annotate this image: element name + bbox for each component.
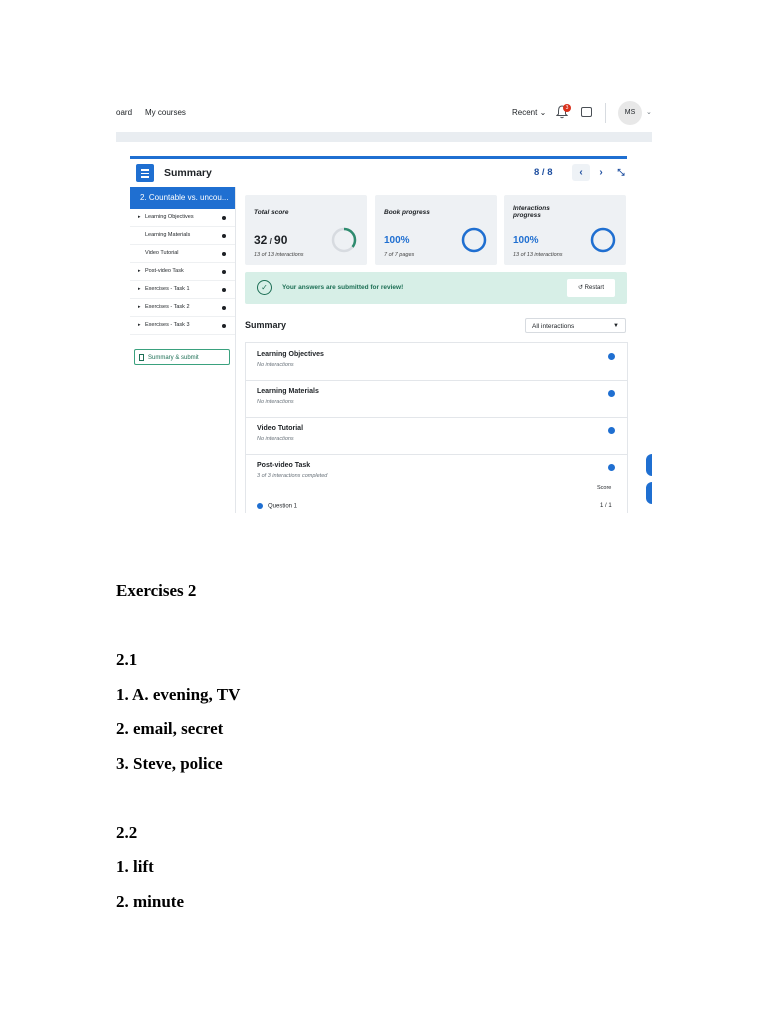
card-subtext: 13 of 13 interactions [513,252,563,258]
answer-line: 1. A. evening, TV [116,685,241,704]
card-label: Book progress [384,209,430,216]
chapter-title[interactable]: 2. Countable vs. uncou... [130,187,235,209]
sidebar-item[interactable] [130,245,235,263]
summary-row[interactable] [246,417,627,455]
question-row[interactable] [257,503,297,510]
top-navbar [116,96,652,130]
card-label: Total score [254,209,289,216]
answer-line: 2. minute [116,892,184,911]
status-dot [608,353,615,360]
book-progress-value: 100% [384,235,410,246]
status-dot [222,234,226,238]
summary-row[interactable] [246,343,627,381]
summary-row-subtitle: No interactions [257,399,294,405]
summary-row-subtitle: No interactions [257,436,294,442]
chevron-down-icon: ⌄ [539,108,547,117]
sidebar-item[interactable] [130,317,235,335]
recent-label: Recent [512,108,538,117]
status-dot [222,288,226,292]
fullscreen-button[interactable]: ⤡ [612,164,630,181]
book-progress-card [375,195,497,265]
menu-icon[interactable] [136,164,154,182]
caret-right-icon[interactable]: ▸ [138,304,141,310]
nav-link-my-courses[interactable]: My courses [145,108,186,117]
interactions-progress-card [504,195,626,265]
check-circle-icon: ✓ [257,280,272,295]
alert-message: Your answers are submitted for review! [282,284,404,291]
answer-line: 1. lift [116,857,154,876]
caret-right-icon[interactable]: ▸ [138,268,141,274]
status-dot [222,324,226,328]
sidebar-item[interactable] [130,209,235,227]
sidebar-item-label: Exercises - Task 2 [145,304,190,310]
summary-row-title: Video Tutorial [257,425,304,432]
chevron-down-icon[interactable]: ⌄ [646,109,652,116]
status-dot [608,464,615,471]
chapter-sidebar [130,187,236,513]
message-icon[interactable] [581,107,592,117]
recent-menu[interactable] [512,108,546,117]
summary-submit-button[interactable] [134,349,230,365]
document-icon [139,354,144,361]
answer-line: 2. email, secret [116,719,224,738]
score-total: 90 [274,233,288,247]
score-ring [331,227,357,253]
interactions-progress-value: 100% [513,235,539,246]
sidebar-item-label: Exercises - Task 3 [145,322,190,328]
section-2-1-heading: 2.1 [116,650,138,669]
book-header [130,159,627,187]
question-label: Question 1 [268,503,298,510]
summary-row-subtitle: 3 of 3 interactions completed [257,473,328,479]
sidebar-item-label: Learning Objectives [145,214,194,220]
notification-badge: 3 [563,104,571,112]
avatar[interactable]: MS [618,101,642,125]
restart-button[interactable] [567,279,615,297]
caret-down-icon: ▼ [613,323,619,329]
page-title: Summary [164,167,212,179]
summary-main [245,187,627,513]
sidebar-item[interactable] [130,281,235,299]
book-progress-ring [461,227,487,253]
summary-submit-label: Summary & submit [148,355,199,361]
restart-label: Restart [584,285,605,291]
status-dot [222,216,226,220]
floating-action-button[interactable] [646,454,652,476]
restart-icon: ↺ [577,285,583,291]
status-dot [257,503,263,509]
summary-row-title: Learning Objectives [257,351,324,358]
summary-row-subtitle: No interactions [257,362,294,368]
exercises-heading: Exercises 2 [116,581,197,600]
caret-right-icon[interactable]: ▸ [138,322,141,328]
book-frame [130,156,627,513]
sidebar-item[interactable] [130,299,235,317]
total-score-value [254,233,287,247]
sidebar-item-label: Learning Materials [145,232,191,238]
status-dot [222,252,226,256]
summary-heading: Summary [245,320,287,330]
summary-row-title: Learning Materials [257,388,319,395]
submitted-alert [245,272,627,304]
nav-link-dashboard[interactable]: oard [116,108,133,117]
navbar-divider [605,103,606,123]
section-2-2-heading: 2.2 [116,823,138,842]
next-page-button[interactable]: › [592,164,610,181]
card-label: Interactions progress [513,205,550,219]
filter-value: All interactions [532,323,575,330]
status-dot [222,270,226,274]
score-earned: 32 [254,233,268,247]
status-dot [608,427,615,434]
score-column-label: Score [597,485,612,491]
sidebar-item[interactable] [130,263,235,281]
score-separator: / [267,237,275,246]
status-dot [608,390,615,397]
caret-right-icon[interactable]: ▸ [138,286,141,292]
question-score: 1 / 1 [600,503,612,509]
floating-action-button[interactable] [646,482,652,504]
summary-row[interactable] [246,454,627,513]
embedded-screenshot [116,96,652,513]
summary-row-title: Post-video Task [257,462,311,469]
interactions-filter-select[interactable] [525,318,626,333]
sidebar-item-label: Post-video Task [145,268,184,274]
caret-right-icon[interactable]: ▸ [138,214,141,220]
answer-line: 3. Steve, police [116,754,223,773]
card-subtext: 7 of 7 pages [384,252,415,258]
sidebar-item-label: Exercises - Task 1 [145,286,190,292]
prev-page-button[interactable]: ‹ [572,164,590,181]
navbar-band [116,132,652,142]
sidebar-item-label: Video Tutorial [145,250,179,256]
sidebar-item[interactable] [130,227,235,245]
card-subtext: 13 of 13 interactions [254,252,304,258]
page-counter: 8 / 8 [534,167,553,178]
interactions-progress-ring [590,227,616,253]
summary-list [245,342,628,513]
status-dot [222,306,226,310]
total-score-card [245,195,367,265]
summary-row[interactable] [246,380,627,418]
